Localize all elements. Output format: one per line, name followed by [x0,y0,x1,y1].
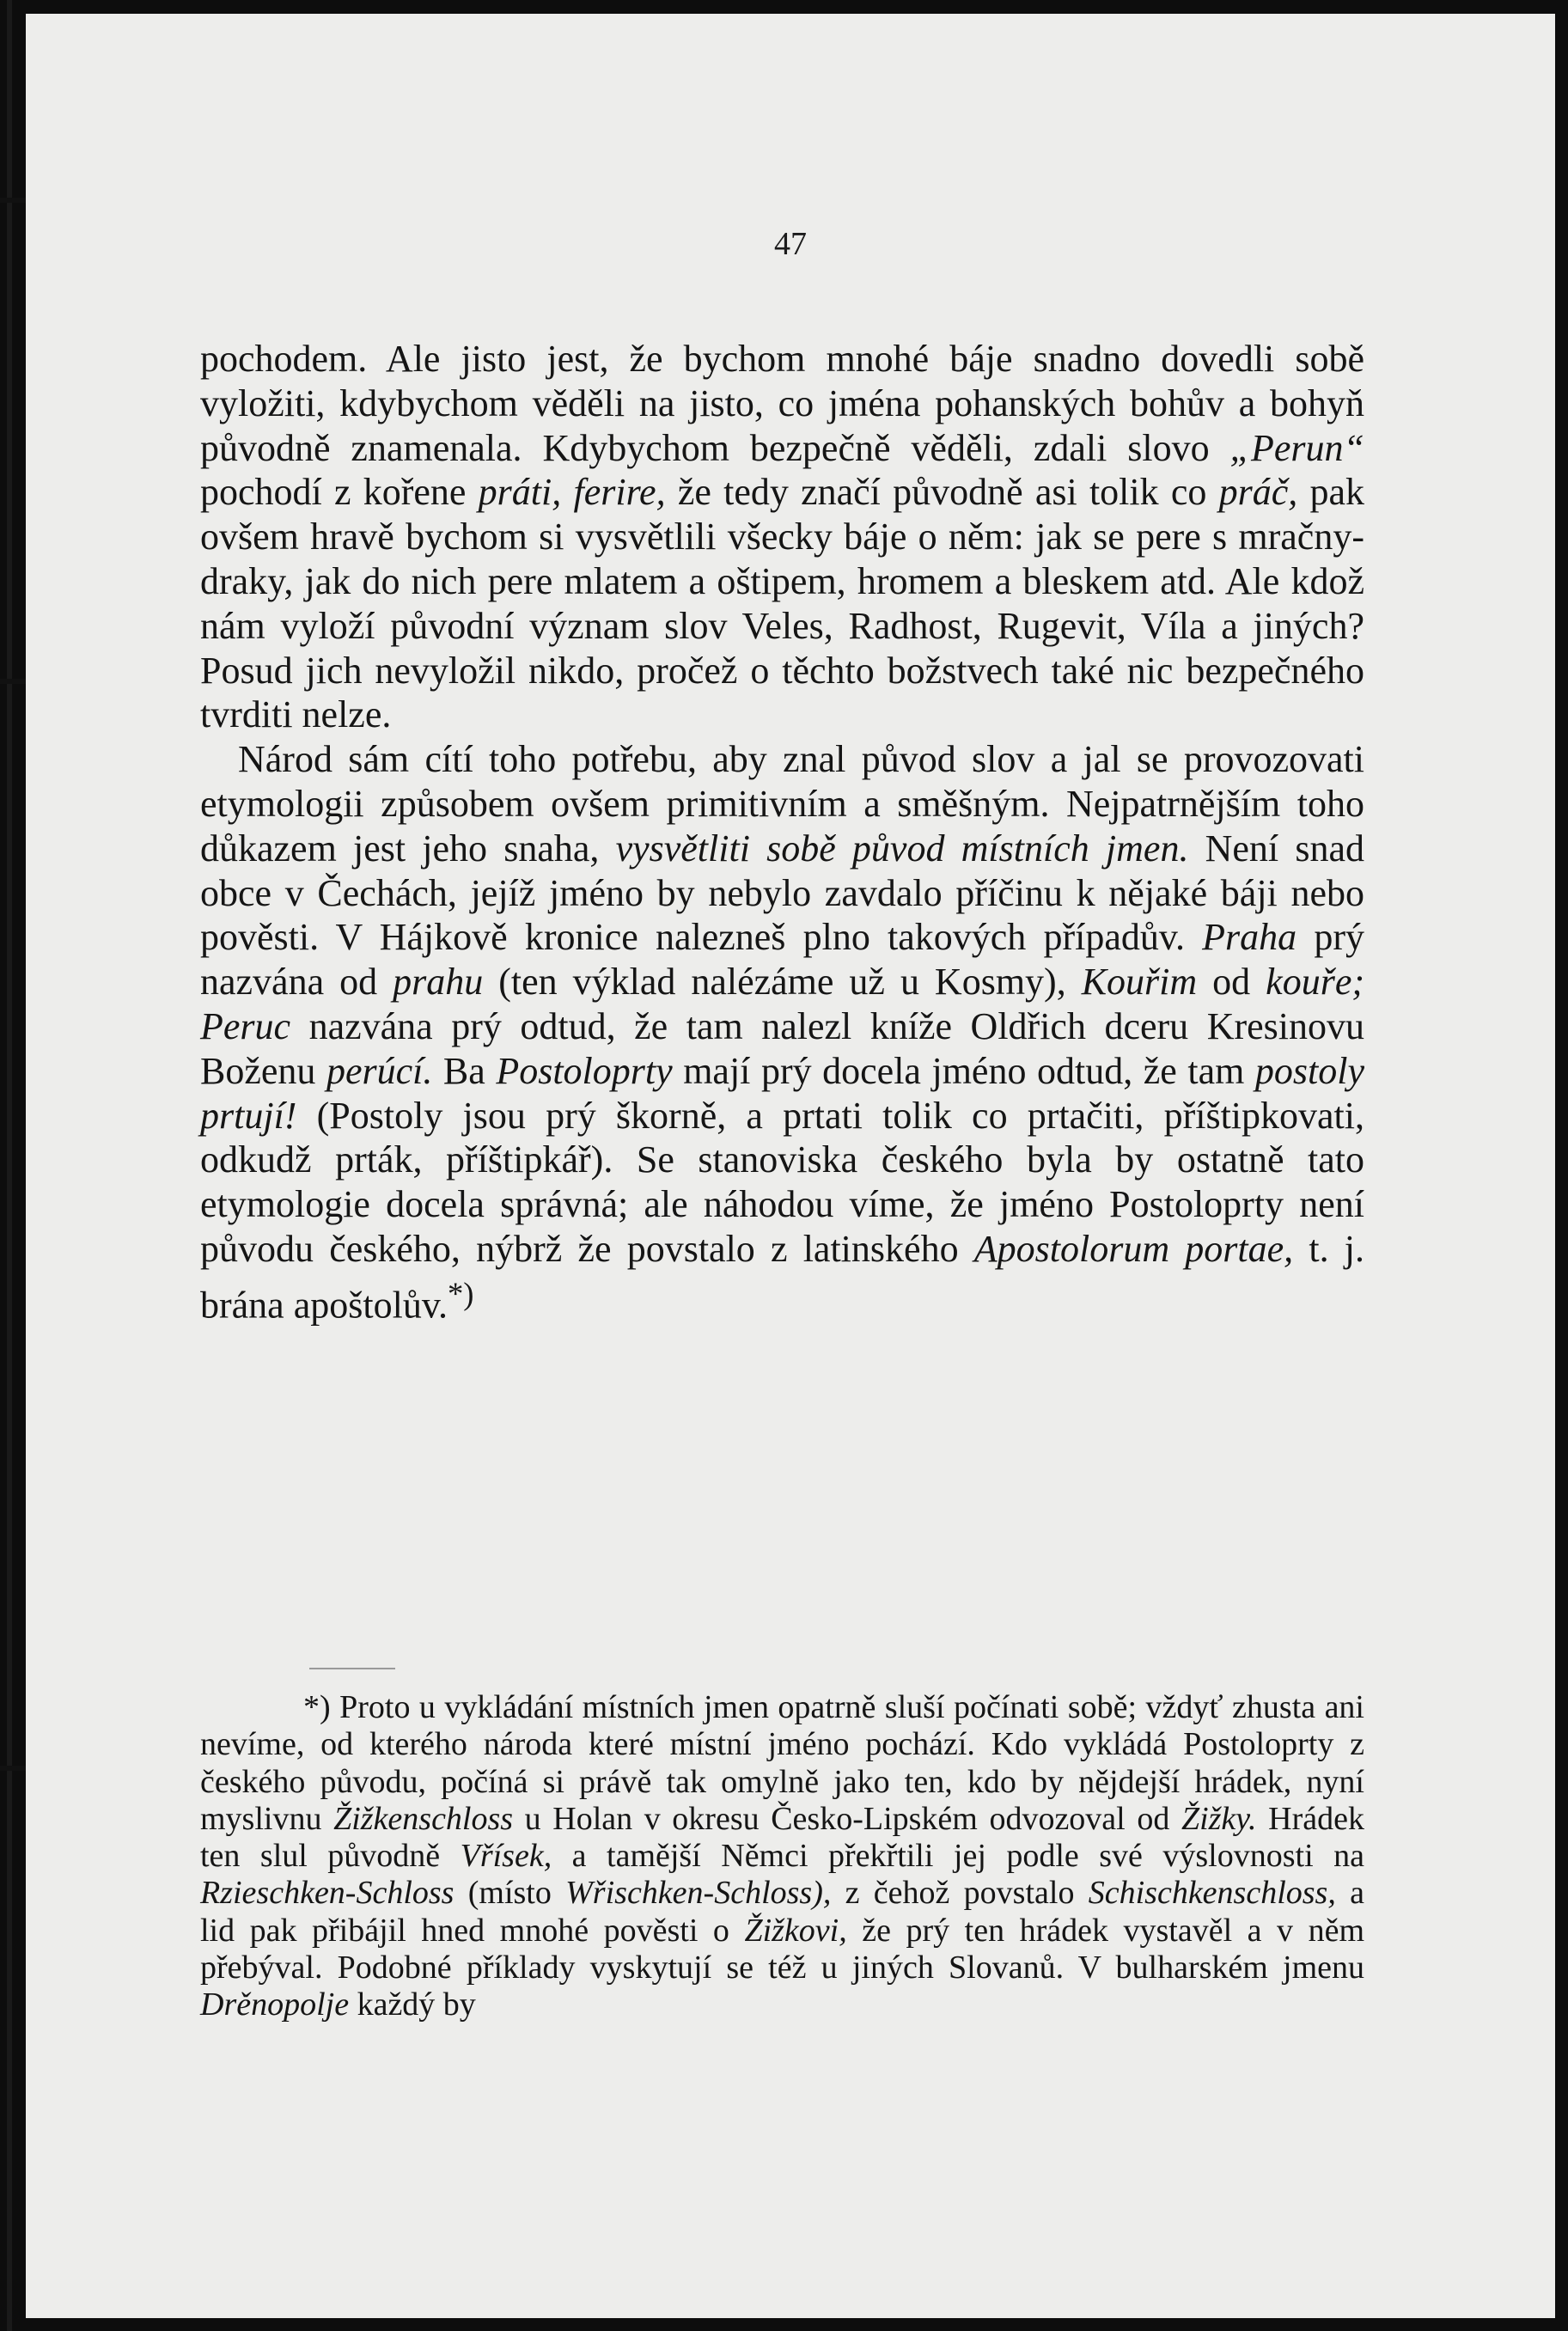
text-run: (místo [454,1875,566,1912]
italic-term: prahu [393,961,484,1004]
binding-mark [0,679,26,684]
paragraph-1 [200,337,1364,737]
text-run: pochodem. Ale jisto jest, že bychom mnohé báje snadno dovedli sobě vyložiti, kdybychom věděli na jisto, co jména pohanských bohův a bohyň původně znamenala. Kdybychom bezpečně věděli, zdali slovo [200,338,1364,469]
italic-term: Kouřim [1081,961,1198,1004]
text-run: *) Proto u vykládání místních jmen opatrně sluší počínati sobě; vždyť zhusta ani nevíme, od kterého národa které místní jméno pochází. Kdo vykládá Postoloprty z českého původu, počíná si právě tak omylně jako ten, kdo by nějdejší hrádek, nyní myslivnu [200,1689,1364,1837]
italic-term: kouře; [1266,961,1365,1004]
italic-term: Peruc [200,1004,291,1047]
text-run: (ten výklad nalézáme už u Kosmy), [483,961,1082,1004]
italic-term: Postoloprty [496,1049,673,1092]
text-run: Národ sám cítí toho potřebu, aby znal původ slov a jal se provozovati etymologii způsobem ovšem primitivním a směšným. Nejpatrnějším toho důkazem jest jeho snaha, [200,738,1364,870]
italic-term: Žižkenschloss [333,1800,514,1837]
text-run: mají prý docela jméno odtud, že tam [672,1049,1255,1092]
footnote-rule [309,1668,395,1669]
text-run: Ba [432,1049,497,1092]
text-run: od [1197,961,1266,1004]
text-run: (Postoly jsou prý škorně, a prtati tolik co prtačiti, příštipkovati, odkudž prták, příštipkář). Se stanoviska českého byla by ostatně tato etymologie docela správná; ale náhodou víme, že jméno Postoloprty není původu českého, nýbrž že povstalo z latinského [200,1094,1364,1270]
text-run: a lid pak přibájil hned mnohé pověsti o [200,1875,1364,1949]
italic-term: „Perun“ [1229,426,1364,469]
paragraph-2 [200,737,1364,1327]
text-run: a tamější Němci překřtili jej podle své výslovnosti na [552,1838,1364,1875]
italic-term: perúcí. [326,1049,433,1092]
main-text [200,337,1364,1327]
italic-term: Schischkenschloss, [1088,1875,1336,1912]
italic-term: práti, ferire, [478,471,666,514]
text-run: pochodí z kořene [200,471,479,514]
page-number: 47 [774,226,807,262]
text-run: pak ovšem hravě bychom si vysvětlili všecky báje o něm: jak se pere s mračny-draky, jak do nich pere mlatem a oštipem, hromem a bleskem atd. Ale kdož nám vyloží původní význam slov Veles, Radhost, Rugevit, Víla a jiných? Posud jich nevyložil nikdo, pročež o těchto božstvech také nic bezpečného tvrditi nelze. [200,471,1365,736]
italic-term: Rzieschken-Schloss [200,1875,455,1912]
italic-term: Wřischken-Schloss), [565,1875,832,1912]
italic-term: Drěnopolje [200,1986,350,2023]
text-run: u Holan v okresu Česko-Lipském odvozoval od [513,1800,1181,1837]
text-run: každý by [349,1986,476,2023]
footnote-marker: *) [447,1275,474,1311]
binding-mark [0,1766,26,1771]
binding-edge [7,0,12,2331]
italic-term: práč, [1218,471,1298,514]
binding-mark [0,198,26,203]
text-run: prý nazvána od [200,916,1364,1004]
italic-term: Apostolorum portae, [973,1227,1294,1270]
text-run: nazvána prý odtud, že tam nalezl kníže Oldřich dceru Kresinovu Boženu [200,1004,1364,1092]
italic-term: Žižkovi, [744,1912,847,1949]
italic-term: postoly prtují! [200,1049,1364,1137]
text-run: Hrádek ten slul původně [200,1800,1364,1875]
text-run: že tedy značí původně asi tolik co [665,471,1219,514]
italic-term: Praha [1202,916,1297,959]
text-run: t. j. brána apoštolův. [200,1227,1364,1327]
italic-term: vysvětliti sobě původ místních jmen. [615,827,1189,870]
text-run: z čehož povstalo [831,1875,1089,1912]
text-run: Není snad obce v Čechách, jejíž jméno by nebylo zavdalo příčinu k nějaké báji nebo pověsti. V Hájkově kronice nalezneš plno takových případův. [200,827,1364,959]
italic-term: Vřísek, [460,1838,552,1875]
footnote [200,1689,1364,2024]
italic-term: Žižky. [1181,1800,1257,1837]
book-page [26,14,1555,2318]
text-run: že prý ten hrádek vystavěl a v něm přebýval. Podobné příklady vyskytují se též u jiných Slovanů. V bulharském jmenu [200,1912,1365,1986]
